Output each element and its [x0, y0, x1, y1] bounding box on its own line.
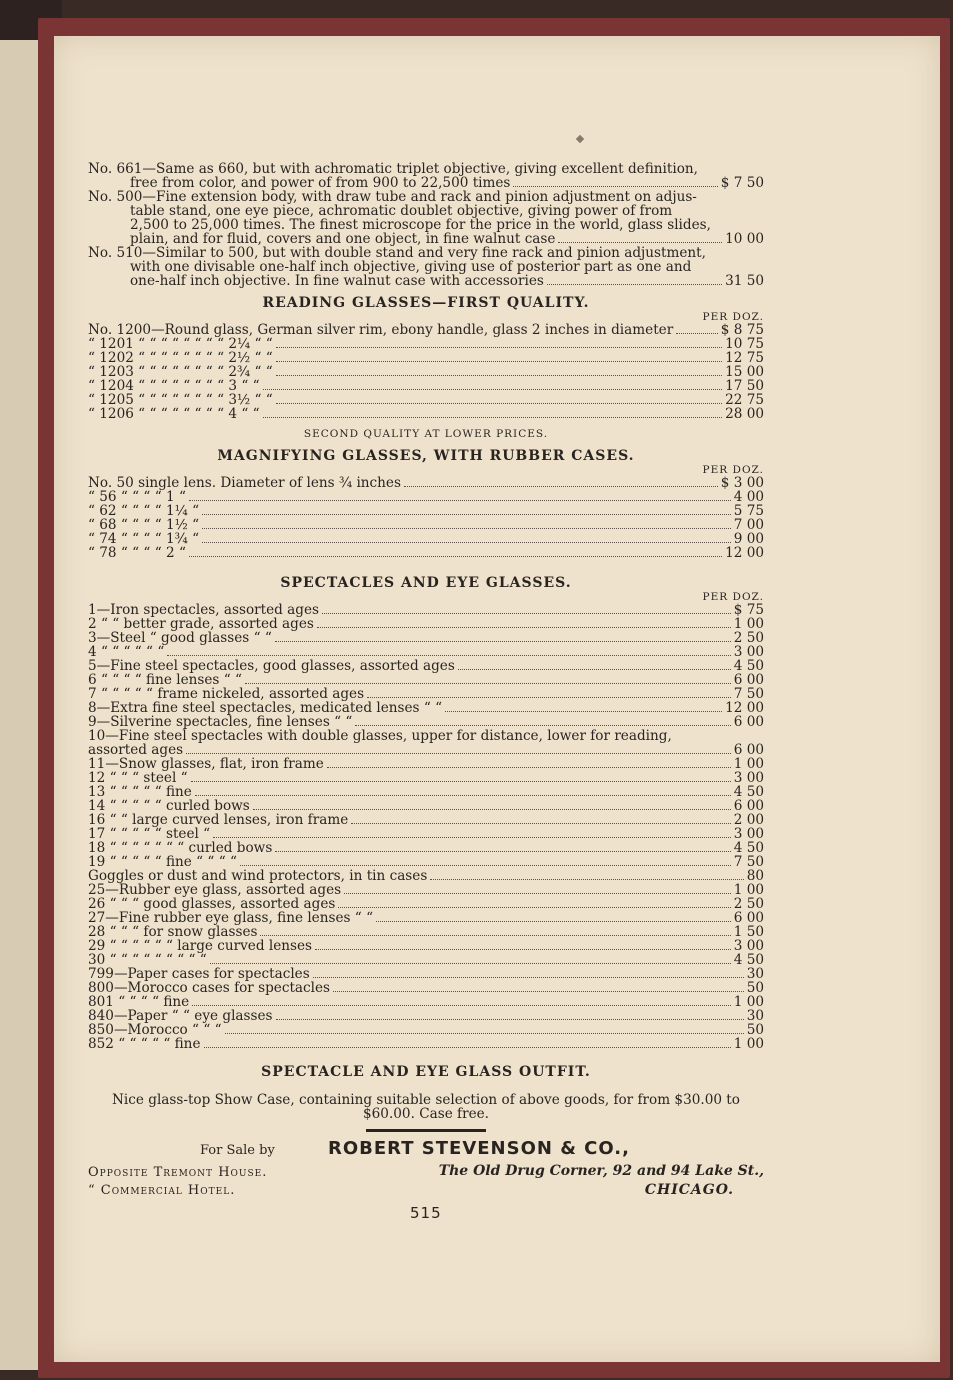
item-description: 10—Fine steel spectacles with double glasses, upper for distance, lower for reading, [88, 728, 672, 744]
second-quality-note: SECOND QUALITY AT LOWER PRICES. [303, 428, 549, 440]
list-item [88, 743, 764, 757]
list-item [88, 939, 764, 953]
leader-dots [351, 823, 730, 824]
item-price: 4 50 [733, 840, 764, 856]
list-item [88, 981, 764, 995]
page-mark [576, 135, 584, 143]
list-item [88, 659, 764, 673]
page-content [88, 161, 764, 1222]
item-description: free from color, and power of from 900 to 22,500 times [130, 175, 511, 191]
list-item [88, 323, 764, 337]
list-item [88, 645, 764, 659]
leader-dots [547, 284, 722, 285]
list-item [88, 379, 764, 393]
item-description: No. 50 single lens. Diameter of lens ¾ inches [88, 475, 401, 491]
item-price: 9 00 [733, 531, 764, 547]
leader-dots [338, 907, 730, 908]
item-price: 1 50 [733, 924, 764, 940]
leader-dots [167, 655, 730, 656]
item-description: 16 “ “ large curved lenses, iron frame [88, 812, 349, 828]
item-price: 5 75 [733, 503, 764, 519]
list-item [88, 617, 764, 631]
item-description: No. 1200—Round glass, German silver rim, ebony handle, glass 2 inches in diameter [88, 322, 674, 338]
list-item [88, 897, 764, 911]
list-item [88, 504, 764, 518]
leader-dots [458, 669, 731, 670]
list-item [88, 715, 764, 729]
item-description: 29 “ “ “ “ “ “ large curved lenses [88, 938, 313, 954]
microscope-line [88, 260, 764, 274]
microscope-line [88, 232, 764, 246]
microscope-line [88, 190, 764, 204]
magnifying-glasses-heading: MAGNIFYING GLASSES, WITH RUBBER CASES. [217, 448, 635, 464]
microscope-line [88, 246, 764, 260]
item-price: 12 00 [725, 545, 764, 561]
item-price: 6 00 [733, 910, 764, 926]
per-doz-label: PER DOZ. [702, 464, 764, 476]
list-item [88, 953, 764, 967]
leader-dots [430, 879, 743, 880]
list-item [88, 883, 764, 897]
list-item [88, 827, 764, 841]
list-item [88, 351, 764, 365]
item-price: 4 50 [733, 658, 764, 674]
item-price: 6 00 [733, 742, 764, 758]
store-address: The Old Drug Corner, 92 and 94 Lake St., [438, 1163, 764, 1179]
leader-dots [276, 403, 722, 404]
item-price: 3 00 [733, 938, 764, 954]
item-price: 31 50 [725, 273, 764, 289]
item-price: 3 00 [733, 770, 764, 786]
address-commercial: “ Commercial Hotel. [88, 1183, 236, 1198]
leader-dots [513, 186, 717, 187]
leader-dots [344, 893, 731, 894]
microscope-line [88, 162, 764, 176]
item-description: 850—Morocco “ “ “ [88, 1022, 222, 1038]
item-description: with one divisable one-half inch objective, giving use of posterior part as one and [130, 259, 692, 275]
divider-rule [366, 1129, 486, 1132]
item-description: 2,500 to 25,000 times. The finest microscope for the price in the world, glass slides, [130, 217, 711, 233]
list-item [88, 687, 764, 701]
item-description: 7 “ “ “ “ “ frame nickeled, assorted ages [88, 686, 365, 702]
item-price: 10 75 [725, 336, 764, 352]
company-name: ROBERT STEVENSON & CO., [328, 1138, 630, 1159]
leader-dots [276, 1019, 744, 1020]
leader-dots [355, 725, 730, 726]
magnifying-glasses-list [88, 476, 764, 560]
leader-dots [263, 417, 723, 418]
microscope-line [88, 218, 764, 232]
for-sale-label: For Sale by [200, 1143, 275, 1158]
list-item [88, 813, 764, 827]
leader-dots [245, 683, 731, 684]
list-item [88, 1037, 764, 1051]
reading-glasses-heading: READING GLASSES—FIRST QUALITY. [262, 295, 590, 311]
item-description: “ 56 “ “ “ “ 1 “ [88, 489, 186, 505]
leader-dots [225, 1033, 744, 1034]
microscope-line [88, 176, 764, 190]
item-price: 6 00 [733, 714, 764, 730]
item-description: 28 “ “ “ for snow glasses [88, 924, 258, 940]
leader-dots [367, 697, 731, 698]
item-description: “ 1205 “ “ “ “ “ “ “ “ 3½ “ “ [88, 392, 273, 408]
item-description: 6 “ “ “ “ fine lenses “ “ [88, 672, 242, 688]
microscope-line [88, 274, 764, 288]
list-item [88, 701, 764, 715]
list-item [88, 546, 764, 560]
leader-dots [376, 921, 731, 922]
item-description: Goggles or dust and wind protectors, in tin cases [88, 868, 428, 884]
item-description: 3—Steel “ good glasses “ “ [88, 630, 272, 646]
item-price: 30 [746, 1008, 764, 1024]
item-price: $ 3 00 [720, 475, 764, 491]
leader-dots [276, 361, 722, 362]
leader-dots [191, 781, 731, 782]
leader-dots [263, 389, 723, 390]
list-item [88, 673, 764, 687]
item-description: 27—Fine rubber eye glass, fine lenses “ “ [88, 910, 374, 926]
item-description: “ 62 “ “ “ “ 1¼ “ [88, 503, 200, 519]
item-description: 4 “ “ “ “ “ “ [88, 644, 165, 660]
item-price: 15 00 [725, 364, 764, 380]
list-item [88, 532, 764, 546]
leader-dots [315, 949, 731, 950]
item-price: 1 00 [733, 1036, 764, 1052]
item-price: 4 50 [733, 952, 764, 968]
leader-dots [313, 977, 744, 978]
leader-dots [317, 627, 731, 628]
item-description: 5—Fine steel spectacles, good glasses, assorted ages [88, 658, 455, 674]
imprint [88, 1138, 764, 1222]
item-price: 12 75 [725, 350, 764, 366]
item-price: 2 50 [733, 896, 764, 912]
list-item [88, 337, 764, 351]
item-description: No. 500—Fine extension body, with draw tube and rack and pinion adjustment on adjus- [88, 189, 697, 205]
item-description: assorted ages [88, 742, 184, 758]
item-description: 17 “ “ “ “ “ steel “ [88, 826, 211, 842]
item-price: 12 00 [725, 700, 764, 716]
spectacles-heading: SPECTACLES AND EYE GLASSES. [280, 575, 572, 591]
leader-dots [202, 514, 731, 515]
item-price: 50 [746, 1022, 764, 1038]
leader-dots [186, 753, 731, 754]
list-item [88, 1023, 764, 1037]
list-item [88, 1009, 764, 1023]
item-description: plain, and for fluid, covers and one object, in fine walnut case [130, 231, 556, 247]
address-opposite: Opposite Tremont House. [88, 1165, 268, 1180]
list-item [88, 925, 764, 939]
item-price: 4 00 [733, 489, 764, 505]
per-doz-label: PER DOZ. [702, 311, 764, 323]
item-description: “ 1202 “ “ “ “ “ “ “ “ 2½ “ “ [88, 350, 273, 366]
item-description: 26 “ “ “ good glasses, assorted ages [88, 896, 336, 912]
list-item [88, 911, 764, 925]
item-description: 8—Extra fine steel spectacles, medicated lenses “ “ [88, 700, 443, 716]
list-item [88, 869, 764, 883]
list-item [88, 490, 764, 504]
list-item [88, 393, 764, 407]
list-item [88, 771, 764, 785]
leader-dots [189, 500, 731, 501]
item-price: 7 50 [733, 686, 764, 702]
list-item [88, 407, 764, 421]
item-description: 800—Morocco cases for spectacles [88, 980, 331, 996]
item-description: 14 “ “ “ “ “ curled bows [88, 798, 250, 814]
list-item [88, 476, 764, 490]
item-price: 80 [746, 868, 764, 884]
leader-dots [404, 486, 718, 487]
leader-dots [322, 613, 731, 614]
item-price: 7 50 [733, 854, 764, 870]
leader-dots [213, 837, 731, 838]
leader-dots [202, 528, 731, 529]
outfit-description [88, 1093, 764, 1121]
item-description: “ 1206 “ “ “ “ “ “ “ “ 4 “ “ [88, 406, 260, 422]
item-price: $ 7 50 [720, 175, 764, 191]
item-price: 3 00 [733, 644, 764, 660]
list-item [88, 967, 764, 981]
leader-dots [189, 556, 722, 557]
item-description: “ 1204 “ “ “ “ “ “ “ “ 3 “ “ [88, 378, 260, 394]
leader-dots [676, 333, 718, 334]
leader-dots [260, 935, 730, 936]
item-price: 6 00 [733, 798, 764, 814]
leader-dots [204, 1047, 731, 1048]
item-description: 852 “ “ “ “ “ fine [88, 1036, 201, 1052]
item-price: 6 00 [733, 672, 764, 688]
outfit-line-1: Nice glass-top Show Case, containing suitable selection of above goods, for from $30.00 to [112, 1092, 740, 1108]
store-city: CHICAGO. [644, 1182, 734, 1198]
item-description: “ 78 “ “ “ “ 2 “ [88, 545, 186, 561]
item-description: “ 68 “ “ “ “ 1½ “ [88, 517, 200, 533]
item-description: 840—Paper “ “ eye glasses [88, 1008, 273, 1024]
item-description: 19 “ “ “ “ “ fine “ “ “ “ [88, 854, 237, 870]
leader-dots [253, 809, 731, 810]
item-price: 3 00 [733, 826, 764, 842]
leader-dots [202, 542, 731, 543]
item-price: 22 75 [725, 392, 764, 408]
page-number: 515 [410, 1204, 442, 1222]
reading-glasses-list [88, 323, 764, 421]
item-description: 9—Silverine spectacles, fine lenses “ “ [88, 714, 353, 730]
item-description: 25—Rubber eye glass, assorted ages [88, 882, 342, 898]
item-description: No. 510—Similar to 500, but with double stand and very fine rack and pinion adjustment, [88, 245, 706, 261]
spectacles-list [88, 603, 764, 1051]
item-description: table stand, one eye piece, achromatic doublet objective, giving power of from [130, 203, 673, 219]
item-description: 11—Snow glasses, flat, iron frame [88, 756, 324, 772]
item-price: 1 00 [733, 994, 764, 1010]
leader-dots [275, 641, 731, 642]
outfit-line-2: $60.00. Case free. [363, 1106, 489, 1122]
item-price: 10 00 [725, 231, 764, 247]
leader-dots [276, 375, 722, 376]
item-price: $ 8 75 [720, 322, 764, 338]
microscope-section [88, 162, 764, 288]
list-item [88, 603, 764, 617]
list-item [88, 855, 764, 869]
list-item [88, 995, 764, 1009]
leader-dots [333, 991, 744, 992]
item-price: 7 00 [733, 517, 764, 533]
item-price: 1 00 [733, 756, 764, 772]
item-price: 28 00 [725, 406, 764, 422]
item-description: 1—Iron spectacles, assorted ages [88, 602, 319, 618]
list-item [88, 631, 764, 645]
per-doz-label: PER DOZ. [702, 591, 764, 603]
item-description: 2 “ “ better grade, assorted ages [88, 616, 314, 632]
item-description: No. 661—Same as 660, but with achromatic triplet objective, giving excellent definition, [88, 161, 698, 177]
item-price: 1 00 [733, 882, 764, 898]
leader-dots [192, 1005, 731, 1006]
item-description: one-half inch objective. In fine walnut case with accessories [130, 273, 544, 289]
item-price: 2 50 [733, 630, 764, 646]
item-price: 2 00 [733, 812, 764, 828]
leader-dots [195, 795, 731, 796]
list-item [88, 365, 764, 379]
microscope-line [88, 204, 764, 218]
list-item [88, 799, 764, 813]
leader-dots [240, 865, 731, 866]
item-price: 50 [746, 980, 764, 996]
item-price: $ 75 [733, 602, 764, 618]
item-price: 30 [746, 966, 764, 982]
leader-dots [558, 242, 722, 243]
leader-dots [275, 851, 730, 852]
list-item [88, 841, 764, 855]
item-description: 799—Paper cases for spectacles [88, 966, 310, 982]
item-description: “ 1203 “ “ “ “ “ “ “ “ 2¾ “ “ [88, 364, 273, 380]
item-description: “ 1201 “ “ “ “ “ “ “ “ 2¼ “ “ [88, 336, 273, 352]
list-item [88, 757, 764, 771]
leader-dots [276, 347, 722, 348]
leader-dots [327, 767, 731, 768]
item-description: 30 “ “ “ “ “ “ “ “ “ [88, 952, 207, 968]
leader-dots [445, 711, 722, 712]
list-item [88, 785, 764, 799]
item-price: 4 50 [733, 784, 764, 800]
item-price: 1 00 [733, 616, 764, 632]
item-price: 17 50 [725, 378, 764, 394]
list-item [88, 518, 764, 532]
item-description: “ 74 “ “ “ “ 1¾ “ [88, 531, 200, 547]
item-description: 12 “ “ “ steel “ [88, 770, 188, 786]
item-description: 13 “ “ “ “ “ fine [88, 784, 192, 800]
list-item [88, 729, 764, 743]
item-description: 801 “ “ “ “ fine [88, 994, 190, 1010]
outfit-heading: SPECTACLE AND EYE GLASS OUTFIT. [261, 1064, 591, 1080]
leader-dots [210, 963, 731, 964]
item-description: 18 “ “ “ “ “ “ “ curled bows [88, 840, 273, 856]
